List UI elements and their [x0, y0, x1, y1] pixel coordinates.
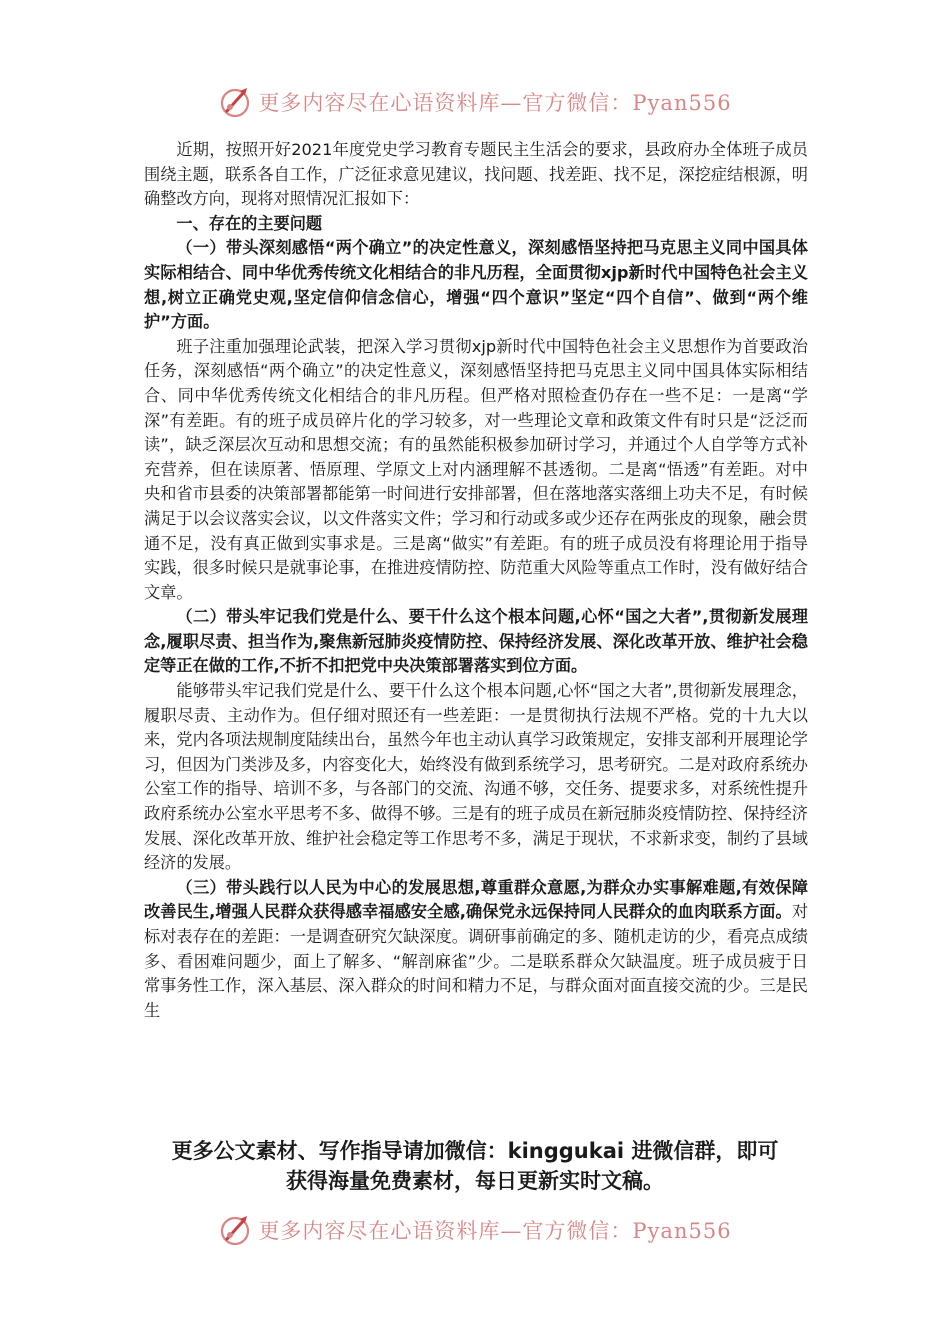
- item-2-body: 能够带头牢记我们党是什么、要干什么这个根本问题,心怀“国之大者”,贯彻新发展理念，履职尽责、主动作为。但仔细对照还有一些差距：一是贯彻执行法规不严格。党的十九大以来，党内各项法规制度陆续出台，虽然今年也主动认真学习政策规定，安排支部利开展理论学习，但因为门类涉及多，内容变化大，始终没有做到系统学习，思考研究。二是对政府系统办公室工作的指导、培训不多，与各部门的交流、沟通不够，交任务、提要求多，对系统性提升政府系统办公室水平思考不多、做得不够。三是有的班子成员在新冠肺炎疫情防控、保持经济发展、深化改革开放、维护社会稳定等工作思考不多，满足于现状，不求新求变，制约了县域经济的发展。: [144, 681, 808, 873]
- brush-logo-icon: [218, 85, 252, 119]
- item-3-paragraph: [144, 876, 808, 1024]
- item-1-heading: （一）带头深刻感悟“两个确立”的决定性意义，深刻感悟坚持把马克思主义同中国具体实际相结合、同中华优秀传统文化相结合的非凡历程，全面贯彻xjp新时代中国特色社会主义想,树立正确党史观,坚定信仰信念信心，增强“四个意识”坚定“四个自信”、做到“两个维护”方面。: [144, 238, 808, 332]
- promo-line-2: 获得海量免费素材，每日更新实时文稿。: [286, 1169, 664, 1193]
- item-3-body: 对标对表存在的差距：一是调查研究欠缺深度。调研事前确定的多、随机走访的少，看亮点成绩多、看困难问题少，面上了解多、“解剖麻雀”少。二是联系群众欠缺温度。班子成员疲于日常事务性工作，深入基层、深入群众的时间和精力不足，与群众面对面直接交流的少。三是民生: [144, 902, 808, 1020]
- promo-line-1: 更多公文素材、写作指导请加微信：kinggukai 进微信群，即可: [171, 1139, 779, 1163]
- item-1-body: 班子注重加强理论武装，把深入学习贯彻xjp新时代中国特色社会主义思想作为首要政治任务，深刻感悟“两个确立”的决定性意义，深刻感悟坚持把马克思主义同中国具体实际相结合、同中华优秀传统文化相结合的非凡历程。但严格对照检查仍存在一些不足：一是离“学深”有差距。有的班子成员碎片化的学习较多，对一些理论文章和政策文件有时只是“泛泛而读”，缺乏深层次互动和思想交流；有的虽然能积极参加研讨学习，并通过个人自学等方式补充营养，但在读原著、悟原理、学原文上对内涵理解不甚透彻。二是离“悟透”有差距。对中央和省市县委的决策部署都能第一时间进行安排部署，但在落地落实落细上功夫不足，有时候满足于以会议落实会议，以文件落实文件；学习和行动或多或少还存在两张皮的现象，融会贯通不足，没有真正做到实事求是。三是离“做实”有差距。有的班子成员没有将理论用于指导实践，很多时候只是就事论事，在推进疫情防控、防范重大风险等重点工作时，没有做好结合文章。: [144, 336, 808, 602]
- section-heading: 一、存在的主要问题: [176, 213, 323, 233]
- document-body: [144, 138, 808, 1023]
- intro-paragraph: 近期，按照开好2021年度党史学习教育专题民主生活会的要求，县政府办全体班子成员围绕主题，联系各自工作，广泛征求意见建议，找问题、找差距、找不足，深挖症结根源，明确整改方向，现将对照情况汇报如下：: [144, 140, 808, 209]
- item-2-heading: （二）带头牢记我们党是什么、要干什么这个根本问题,心怀“国之大者”,贯彻新发展理念,履职尽责、担当作为,聚焦新冠肺炎疫情防控、保持经济发展、深化改革开放、维护社会稳定等正在做的工作,不折不扣把党中央决策部署落实到位方面。: [144, 607, 808, 676]
- promo-notice: [130, 1136, 820, 1196]
- brush-logo-icon: [218, 1213, 252, 1247]
- watermark-text-top: 更多内容尽在心语资料库—官方微信：Pyan556: [258, 91, 732, 115]
- watermark-banner-top: [0, 82, 950, 122]
- watermark-banner-bottom: [0, 1210, 950, 1250]
- watermark-text-bottom: 更多内容尽在心语资料库—官方微信：Pyan556: [258, 1219, 732, 1243]
- item-3-heading: （三）带头践行以人民为中心的发展思想,尊重群众意愿,为群众办实事解难题,有效保障改善民生,增强人民群众获得感幸福感安全感,确保党永远保持同人民群众的血肉联系方面。: [144, 877, 808, 922]
